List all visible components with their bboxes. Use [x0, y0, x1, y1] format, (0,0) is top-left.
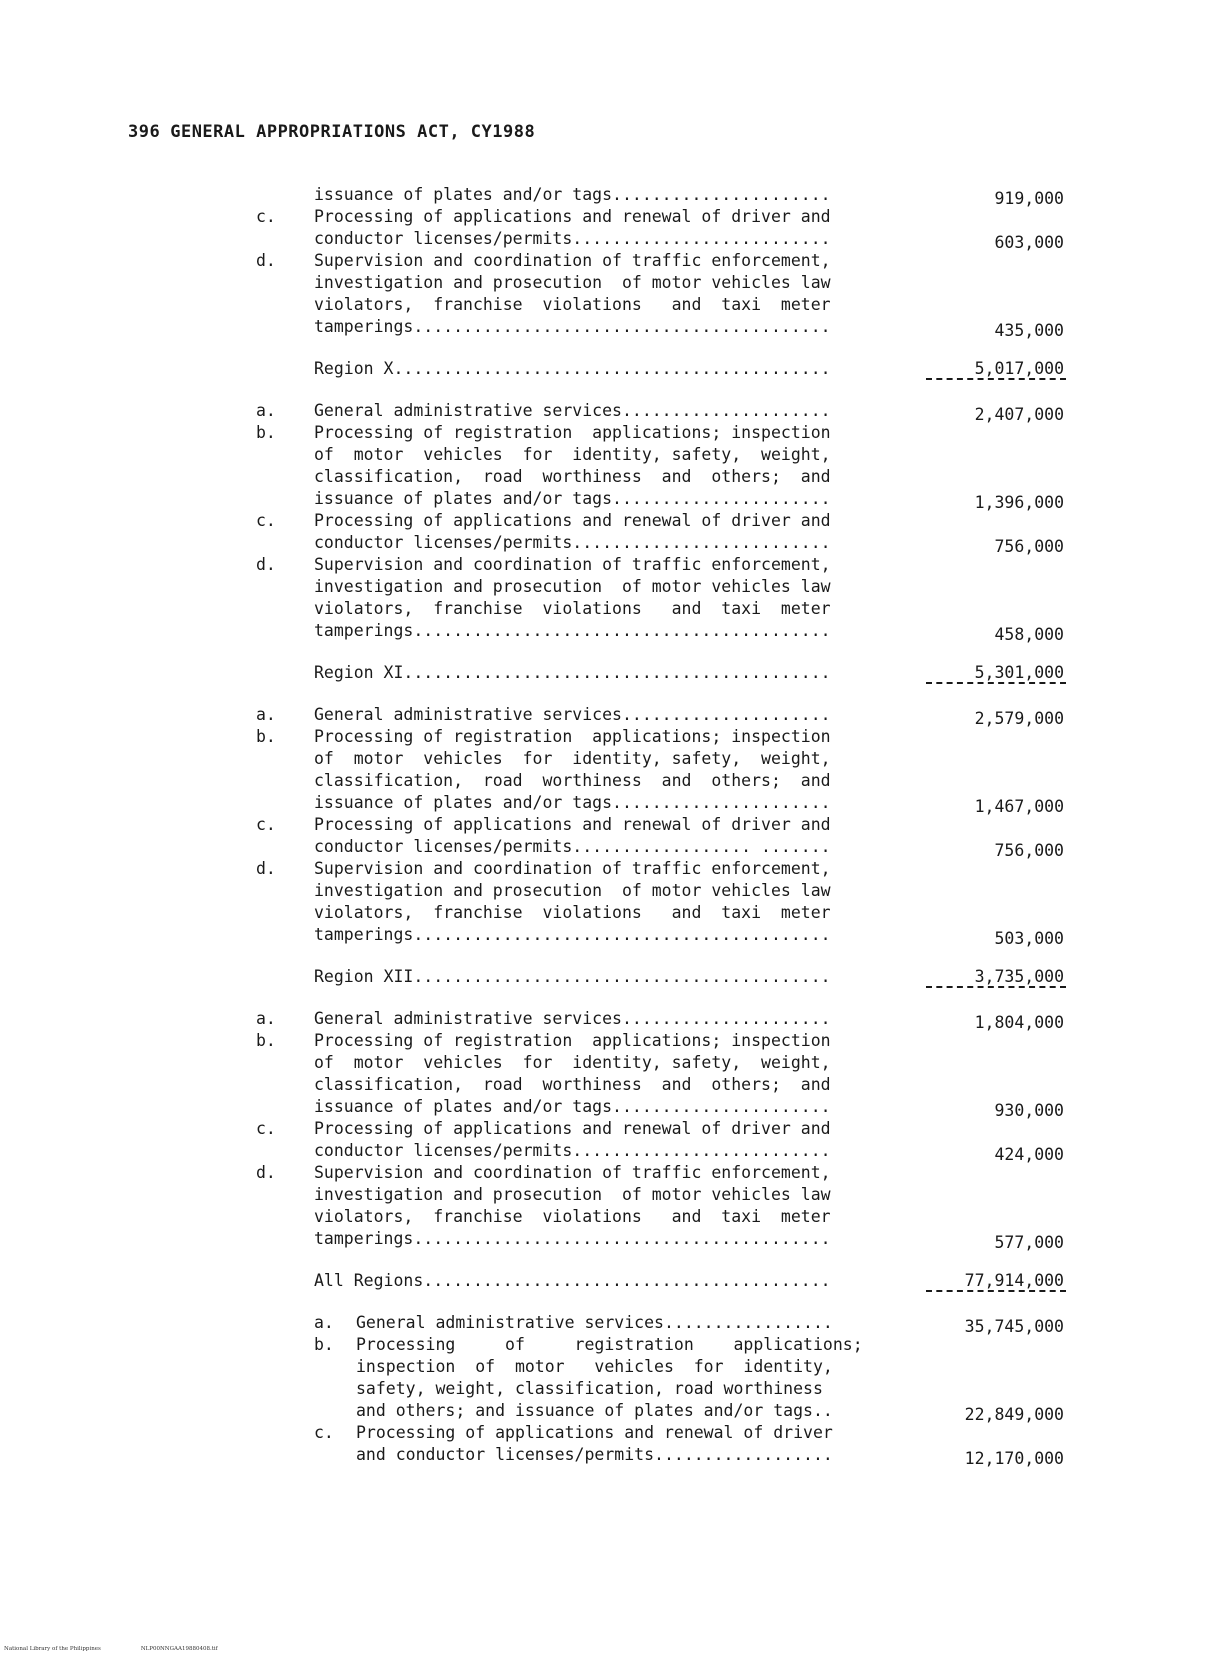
item-description: Processing of applications and renewal of driver and [314, 207, 831, 226]
item-letter: a. [256, 705, 276, 724]
line-item [256, 1444, 1076, 1466]
item-amount: 12,170,000 [964, 1449, 1064, 1468]
region-total-row [256, 966, 1076, 988]
item-description: Region X............................................ [314, 359, 831, 378]
item-description: issuance of plates and/or tags...................... [314, 185, 831, 204]
line-item [256, 726, 1076, 748]
item-amount: 577,000 [994, 1233, 1064, 1252]
item-description: Supervision and coordination of traffic enforcement, [314, 1163, 831, 1182]
item-letter: b. [256, 1031, 276, 1050]
item-description: Processing of applications and renewal of driver [356, 1423, 833, 1442]
item-description: Processing of registration applications; inspection [314, 727, 831, 746]
line-item [256, 1206, 1076, 1228]
item-amount: 3,735,000 [974, 967, 1064, 986]
item-description: Processing of applications and renewal of driver and [314, 1119, 831, 1138]
item-description: tamperings.......................................... [314, 317, 831, 336]
line-item [256, 1312, 1076, 1334]
line-item [256, 1400, 1076, 1422]
document-title: GENERAL APPROPRIATIONS ACT, CY1988 [170, 122, 536, 142]
line-item [256, 488, 1076, 510]
item-letter: c. [314, 1423, 334, 1442]
item-description: Supervision and coordination of traffic enforcement, [314, 859, 831, 878]
item-letter: b. [314, 1335, 334, 1354]
line-item [256, 1228, 1076, 1250]
line-item [256, 510, 1076, 532]
item-description: classification, road worthiness and others; and [314, 771, 831, 790]
item-description: tamperings.......................................... [314, 621, 831, 640]
item-description: Supervision and coordination of traffic enforcement, [314, 251, 831, 270]
item-description: investigation and prosecution of motor vehicles law [314, 273, 831, 292]
line-item [256, 1008, 1076, 1030]
spacer [256, 642, 1076, 662]
item-amount: 2,407,000 [974, 405, 1064, 424]
library-credit: National Library of the Philippines [4, 1646, 101, 1652]
spacer [256, 946, 1076, 966]
item-description: tamperings.......................................... [314, 925, 831, 944]
item-amount: 5,017,000 [974, 359, 1064, 378]
item-letter: a. [314, 1313, 334, 1332]
line-item [256, 1118, 1076, 1140]
spacer [256, 684, 1076, 704]
line-item [256, 1356, 1076, 1378]
line-item [256, 704, 1076, 726]
item-amount: 503,000 [994, 929, 1064, 948]
item-description: issuance of plates and/or tags...................... [314, 489, 831, 508]
item-amount: 5,301,000 [974, 663, 1064, 682]
dashed-subtotal-rule [926, 1290, 1066, 1292]
line-item [256, 1052, 1076, 1074]
item-description: conductor licenses/permits.......................... [314, 229, 831, 248]
item-amount: 2,579,000 [974, 709, 1064, 728]
item-letter: a. [256, 401, 276, 420]
item-amount: 424,000 [994, 1145, 1064, 1164]
line-item [256, 250, 1076, 272]
scan-footer [4, 1646, 258, 1652]
spacer [256, 1250, 1076, 1270]
item-amount: 1,804,000 [974, 1013, 1064, 1032]
item-description: inspection of motor vehicles for identity, [356, 1357, 833, 1376]
item-description: conductor licenses/permits.......................... [314, 1141, 831, 1160]
line-item [256, 1030, 1076, 1052]
line-item [256, 1074, 1076, 1096]
spacer [256, 1292, 1076, 1312]
item-description: and conductor licenses/permits.................. [356, 1445, 833, 1464]
item-amount: 22,849,000 [964, 1405, 1064, 1424]
line-item [256, 422, 1076, 444]
line-item [256, 620, 1076, 642]
item-amount: 919,000 [994, 189, 1064, 208]
line-item [256, 272, 1076, 294]
item-letter: d. [256, 1163, 276, 1182]
item-description: General administrative services................. [356, 1313, 833, 1332]
line-item [256, 1422, 1076, 1444]
line-item [256, 792, 1076, 814]
item-description: investigation and prosecution of motor vehicles law [314, 577, 831, 596]
item-description: violators, franchise violations and taxi meter [314, 599, 831, 618]
line-item [256, 228, 1076, 250]
line-item [256, 1096, 1076, 1118]
item-letter: c. [256, 511, 276, 530]
line-item [256, 924, 1076, 946]
item-letter: b. [256, 727, 276, 746]
item-description: General administrative services..................... [314, 401, 831, 420]
line-item [256, 1334, 1076, 1356]
item-description: conductor licenses/permits.................. ....... [314, 837, 831, 856]
item-description: tamperings.......................................... [314, 1229, 831, 1248]
line-item [256, 748, 1076, 770]
item-description: safety, weight, classification, road worthiness [356, 1379, 823, 1398]
item-description: classification, road worthiness and others; and [314, 467, 831, 486]
item-description: conductor licenses/permits.......................... [314, 533, 831, 552]
item-description: General administrative services..................... [314, 705, 831, 724]
line-item [256, 554, 1076, 576]
item-letter: d. [256, 251, 276, 270]
item-amount: 77,914,000 [964, 1271, 1064, 1290]
item-description: Region XII.......................................... [314, 967, 831, 986]
item-letter: b. [256, 423, 276, 442]
item-amount: 1,396,000 [974, 493, 1064, 512]
item-description: investigation and prosecution of motor vehicles law [314, 881, 831, 900]
item-description: Processing of applications and renewal of driver and [314, 511, 831, 530]
line-item [256, 858, 1076, 880]
page-number: 396 [128, 122, 161, 142]
line-item [256, 444, 1076, 466]
line-item [256, 294, 1076, 316]
item-letter: d. [256, 555, 276, 574]
item-description: and others; and issuance of plates and/or tags.. [356, 1401, 833, 1420]
item-amount: 458,000 [994, 625, 1064, 644]
item-description: Processing of registration applications; inspection [314, 423, 831, 442]
dashed-subtotal-rule [926, 378, 1066, 380]
line-item [256, 1162, 1076, 1184]
item-amount: 930,000 [994, 1101, 1064, 1120]
item-description: General administrative services..................... [314, 1009, 831, 1028]
item-description: of motor vehicles for identity, safety, weight, [314, 1053, 831, 1072]
line-item [256, 1140, 1076, 1162]
item-description: issuance of plates and/or tags...................... [314, 1097, 831, 1116]
item-description: Supervision and coordination of traffic enforcement, [314, 555, 831, 574]
line-item [256, 1378, 1076, 1400]
item-description: of motor vehicles for identity, safety, weight, [314, 445, 831, 464]
line-item [256, 770, 1076, 792]
item-description: Processing of registration applications; [356, 1335, 863, 1354]
item-description: of motor vehicles for identity, safety, weight, [314, 749, 831, 768]
line-item [256, 466, 1076, 488]
item-letter: d. [256, 859, 276, 878]
dashed-subtotal-rule [926, 986, 1066, 988]
item-letter: c. [256, 207, 276, 226]
item-letter: c. [256, 1119, 276, 1138]
item-description: investigation and prosecution of motor vehicles law [314, 1185, 831, 1204]
line-item [256, 1184, 1076, 1206]
item-amount: 435,000 [994, 321, 1064, 340]
region-total-row [256, 358, 1076, 380]
file-id: NLP00NNGAA19880408.tif [140, 1646, 218, 1652]
appropriations-table [256, 184, 1076, 1466]
item-letter: c. [256, 815, 276, 834]
item-description: Region XI........................................... [314, 663, 831, 682]
item-letter: a. [256, 1009, 276, 1028]
line-item [256, 206, 1076, 228]
line-item [256, 880, 1076, 902]
item-description: Processing of registration applications; inspection [314, 1031, 831, 1050]
item-description: All Regions......................................... [314, 1271, 831, 1290]
region-total-row [256, 1270, 1076, 1292]
line-item [256, 836, 1076, 858]
item-amount: 756,000 [994, 841, 1064, 860]
item-description: Processing of applications and renewal of driver and [314, 815, 831, 834]
item-amount: 35,745,000 [964, 1317, 1064, 1336]
item-amount: 756,000 [994, 537, 1064, 556]
item-description: violators, franchise violations and taxi meter [314, 1207, 831, 1226]
line-item [256, 814, 1076, 836]
item-description: classification, road worthiness and others; and [314, 1075, 831, 1094]
region-total-row [256, 662, 1076, 684]
spacer [256, 380, 1076, 400]
line-item [256, 902, 1076, 924]
item-description: issuance of plates and/or tags...................... [314, 793, 831, 812]
dashed-subtotal-rule [926, 682, 1066, 684]
item-description: violators, franchise violations and taxi meter [314, 903, 831, 922]
line-item [256, 400, 1076, 422]
line-item [256, 316, 1076, 338]
line-item [256, 532, 1076, 554]
item-amount: 603,000 [994, 233, 1064, 252]
item-amount: 1,467,000 [974, 797, 1064, 816]
page-header [128, 122, 535, 142]
item-description: violators, franchise violations and taxi meter [314, 295, 831, 314]
line-item [256, 576, 1076, 598]
spacer [256, 988, 1076, 1008]
line-item [256, 184, 1076, 206]
spacer [256, 338, 1076, 358]
line-item [256, 598, 1076, 620]
